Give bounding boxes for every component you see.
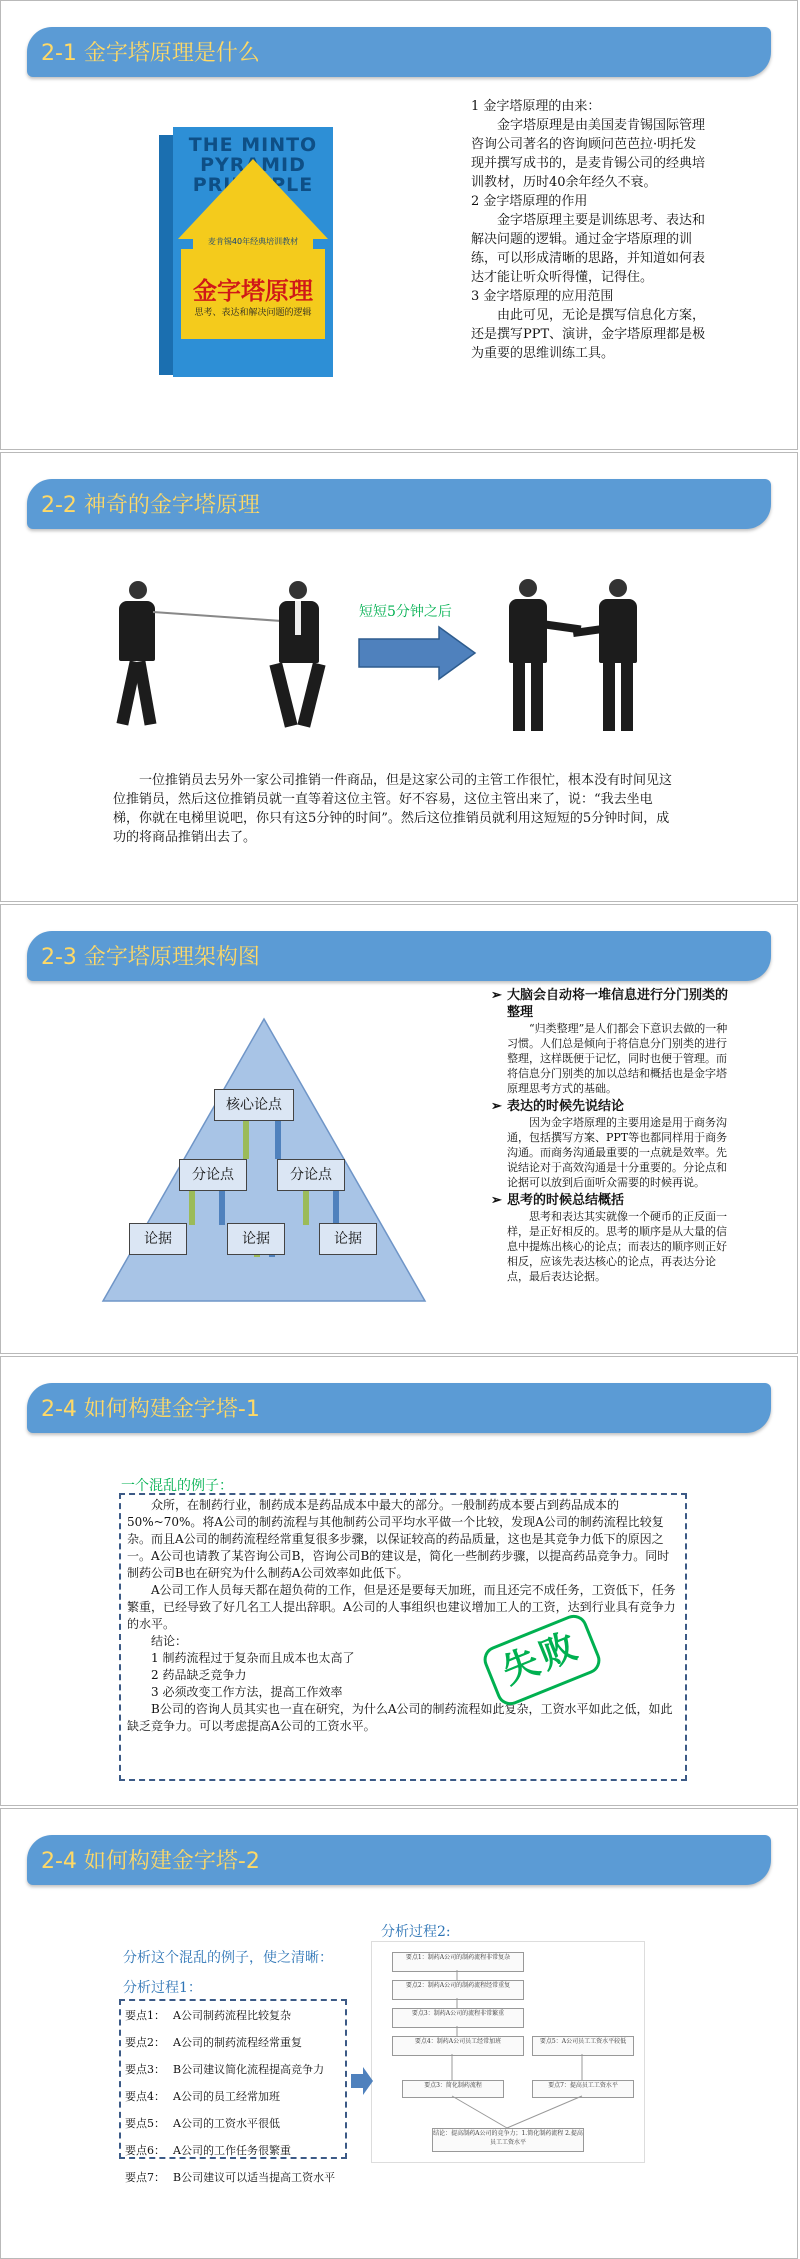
pyramid-bottom-box-3: 论据 [319,1223,377,1255]
slide-title: 2-1 金字塔原理是什么 [41,41,260,66]
analyze-label: 分析这个混乱的例子，使之清晰： [123,1950,333,1966]
book-top-text: THE MINTO PYRAMID PRINCIPLE [188,134,318,196]
heading-scope: 3 金字塔原理的应用范围 [471,289,614,304]
point-heading: 思考的时候总结概括 [507,1193,625,1208]
paragraph-scope: 由此可见，无论是撰写信息化方案，还是撰写PPT、演讲，金字塔原理都是极为重要的思维训练工具。 [471,308,706,361]
fencing-businessmen-image [101,581,361,731]
pyramid-mid-box-1: 分论点 [179,1159,247,1191]
slide-title-bar [27,1835,771,1885]
example-text [127,1497,681,1735]
conclusion-3: 3 必须改变工作方法，提高工作效率 [151,1685,343,1699]
slide-1 [0,0,798,450]
paragraph-function: 金字塔原理主要是训练思考、表达和解决问题的逻辑。通过金字塔原理的训练，可以形成清晰的思路，并知道如何表达才能让听众听得懂，记得住。 [471,213,706,285]
table-row: 要点5： A公司的工资水平很低 [125,2117,280,2130]
slide-1-text [471,97,709,363]
pyramid-bottom-box-1: 论据 [129,1223,187,1255]
points-table [125,2009,365,2198]
heading-origin: 1 金字塔原理的由来： [471,99,601,114]
slide-title-bar [27,479,771,529]
book-badge: 麦肯锡40年经典培训教材 [193,235,313,249]
flow-box: 要点3：制药A公司的流程非常繁重 [392,2008,524,2028]
slide-title-bar [27,931,771,981]
slide-5 [0,1808,798,2259]
example-paragraph-2: A公司工作人员每天都在超负荷的工作，但是还是要每天加班，而且还完不成任务，工资低下，任务繁重，已经导致了好几名工人提出辞职。A公司的人事组织也建议增加工人的工资，达到行业具有竞争力的水平。 [127,1583,676,1631]
slide-title-bar [27,1383,771,1433]
flow-box: 要点2：制药A公司的制药流程经常重复 [392,1980,524,2000]
slide-title: 2-4 如何构建金字塔-1 [41,1397,260,1422]
slide-title-bar [27,27,771,77]
book-pyramid-graphic [178,159,328,239]
right-arrow-icon [357,625,477,681]
story-paragraph: 一位推销员去另外一家公司推销一件商品，但是这家公司的主管工作很忙，根本没有时间见这位推销员，然后这位推销员就一直等着这位主管。好不容易，这位主管出来了，说：“我去坐电梯，你就在电梯里说吧，你只有这5分钟的时间”。然后这位推销员就利用这短短的5分钟时间，成功的将商品推销出去了。 [113,773,673,845]
table-row: 要点3： B公司建议简化流程提高竞争力 [125,2063,325,2076]
table-row: 要点4： A公司的员工经常加班 [125,2090,280,2103]
point-1 [491,987,731,1096]
conclusion-2: 2 药品缺乏竞争力 [151,1668,247,1682]
flow-box: 要点1：制药A公司的制药流程非常复杂 [392,1952,524,1972]
point-2 [491,1098,731,1190]
handshake-businessmen-image [501,579,661,735]
point-heading: 表达的时候先说结论 [507,1099,625,1114]
pyramid-top-box: 核心论点 [214,1089,294,1121]
conclusion-1: 1 制药流程过于复杂而且成本也太高了 [151,1651,355,1665]
point-body: 思考和表达其实就像一个硬币的正反面一样，是正好相反的。思考的顺序是从大量的信息中提炼出核心的论点；而表达的顺序则正好相反，应该先表达核心的论点，再表达分论点，最后表达论据。 [507,1210,727,1283]
process1-label: 分析过程1： [123,1980,202,1996]
flow-box: 要点7：提高员工工资水平 [532,2080,634,2098]
flow-box: 结论：提高制药A公司的竞争力；1.简化制药流程 2.提高员工工资水平 [432,2128,584,2152]
fail-stamp: 失败 [479,1611,604,1710]
slide-3 [0,904,798,1354]
flow-box: 要点3：简化制药流程 [402,2080,504,2098]
flow-box: 要点5：A公司员工工资水平较低 [532,2036,634,2056]
example-paragraph-3: B公司的咨询人员其实也一直在研究，为什么A公司的制药流程如此复杂，工资水平如此之低，如此缺乏竞争力。可以考虑提高A公司的工资水平。 [127,1702,673,1733]
pyramid-diagram [99,1015,429,1305]
heading-function: 2 金字塔原理的作用 [471,194,588,209]
conclusion-label: 结论： [151,1634,188,1648]
flow-connectors [372,1942,644,2162]
slide-title: 2-4 如何构建金字塔-2 [41,1849,260,1874]
slide-4 [0,1356,798,1806]
book-title: 金字塔原理 [193,276,313,305]
table-row: 要点1： A公司制药流程比较复杂 [125,2009,291,2022]
example-paragraph-1: 众所，在制药行业，制药成本是药品成本中最大的部分。一般制药成本要占到药品成本的50%~70%。将A公司的制药流程与其他制药公司平均水平做一个比较，发现A公司的制药流程比较复杂。而且A公司的制药流程经常重复很多步骤，以保证较高的药品质量，这也是其竞争力低下的原因之一。A公司也请教了某咨询公司B，咨询公司B的建议是，简化一些制药步骤，以提高药品竞争力。同时制药公司B也在研究为什么制药A公司效率如此低下。 [127,1498,670,1580]
right-arrow-icon [351,2067,373,2095]
pyramid-bottom-box-2: 论据 [227,1223,285,1255]
book-subtitle: 思考、表达和解决问题的逻辑 [194,308,312,318]
process2-flowchart [371,1941,645,2163]
slide-2 [0,452,798,902]
arrow-bullet-icon: ➢ [491,1099,502,1114]
pyramid-mid-box-2: 分论点 [277,1159,345,1191]
arrow-bullet-icon: ➢ [491,1193,502,1208]
book-cover-image [159,127,334,377]
arrow-label: 短短5分钟之后 [359,604,452,620]
point-body: 因为金字塔原理的主要用途是用于商务沟通，包括撰写方案、PPT等也都同样用于商务沟通。而商务沟通最重要的一点就是效率。先说结论对于高效沟通是十分重要的。分论点和论据可以放到后面听众需要的时候再说。 [507,1116,728,1189]
table-row: 要点2： A公司的制药流程经常重复 [125,2036,302,2049]
table-row: 要点7： B公司建议可以适当提高工资水平 [125,2171,336,2184]
point-body: “归类整理”是人们都会下意识去做的一种习惯。人们总是倾向于将信息分门别类的进行整理，这样既便于记忆，同时也便于管理。而将信息分门别类的加以总结和概括也是金字塔原理思考方式的基础。 [507,1022,728,1095]
example-label: 一个混乱的例子： [121,1478,233,1494]
slide-3-points [491,987,731,1284]
point-3 [491,1192,731,1284]
slide-title: 2-3 金字塔原理架构图 [41,945,260,970]
paragraph-origin: 金字塔原理是由美国麦肯锡国际管理咨询公司著名的咨询顾问芭芭拉·明托发现并撰写成书的，是麦肯锡公司的经典培训教材，历时40余年经久不衰。 [471,118,706,190]
table-row: 要点6： A公司的工作任务很繁重 [125,2144,291,2157]
process2-label: 分析过程2: [381,1924,451,1940]
point-heading: 大脑会自动将一堆信息进行分门别类的整理 [507,988,729,1020]
arrow-bullet-icon: ➢ [491,988,502,1003]
slide-title: 2-2 神奇的金字塔原理 [41,493,260,518]
flow-box: 要点4：制药A公司员工经常加班 [392,2036,524,2056]
